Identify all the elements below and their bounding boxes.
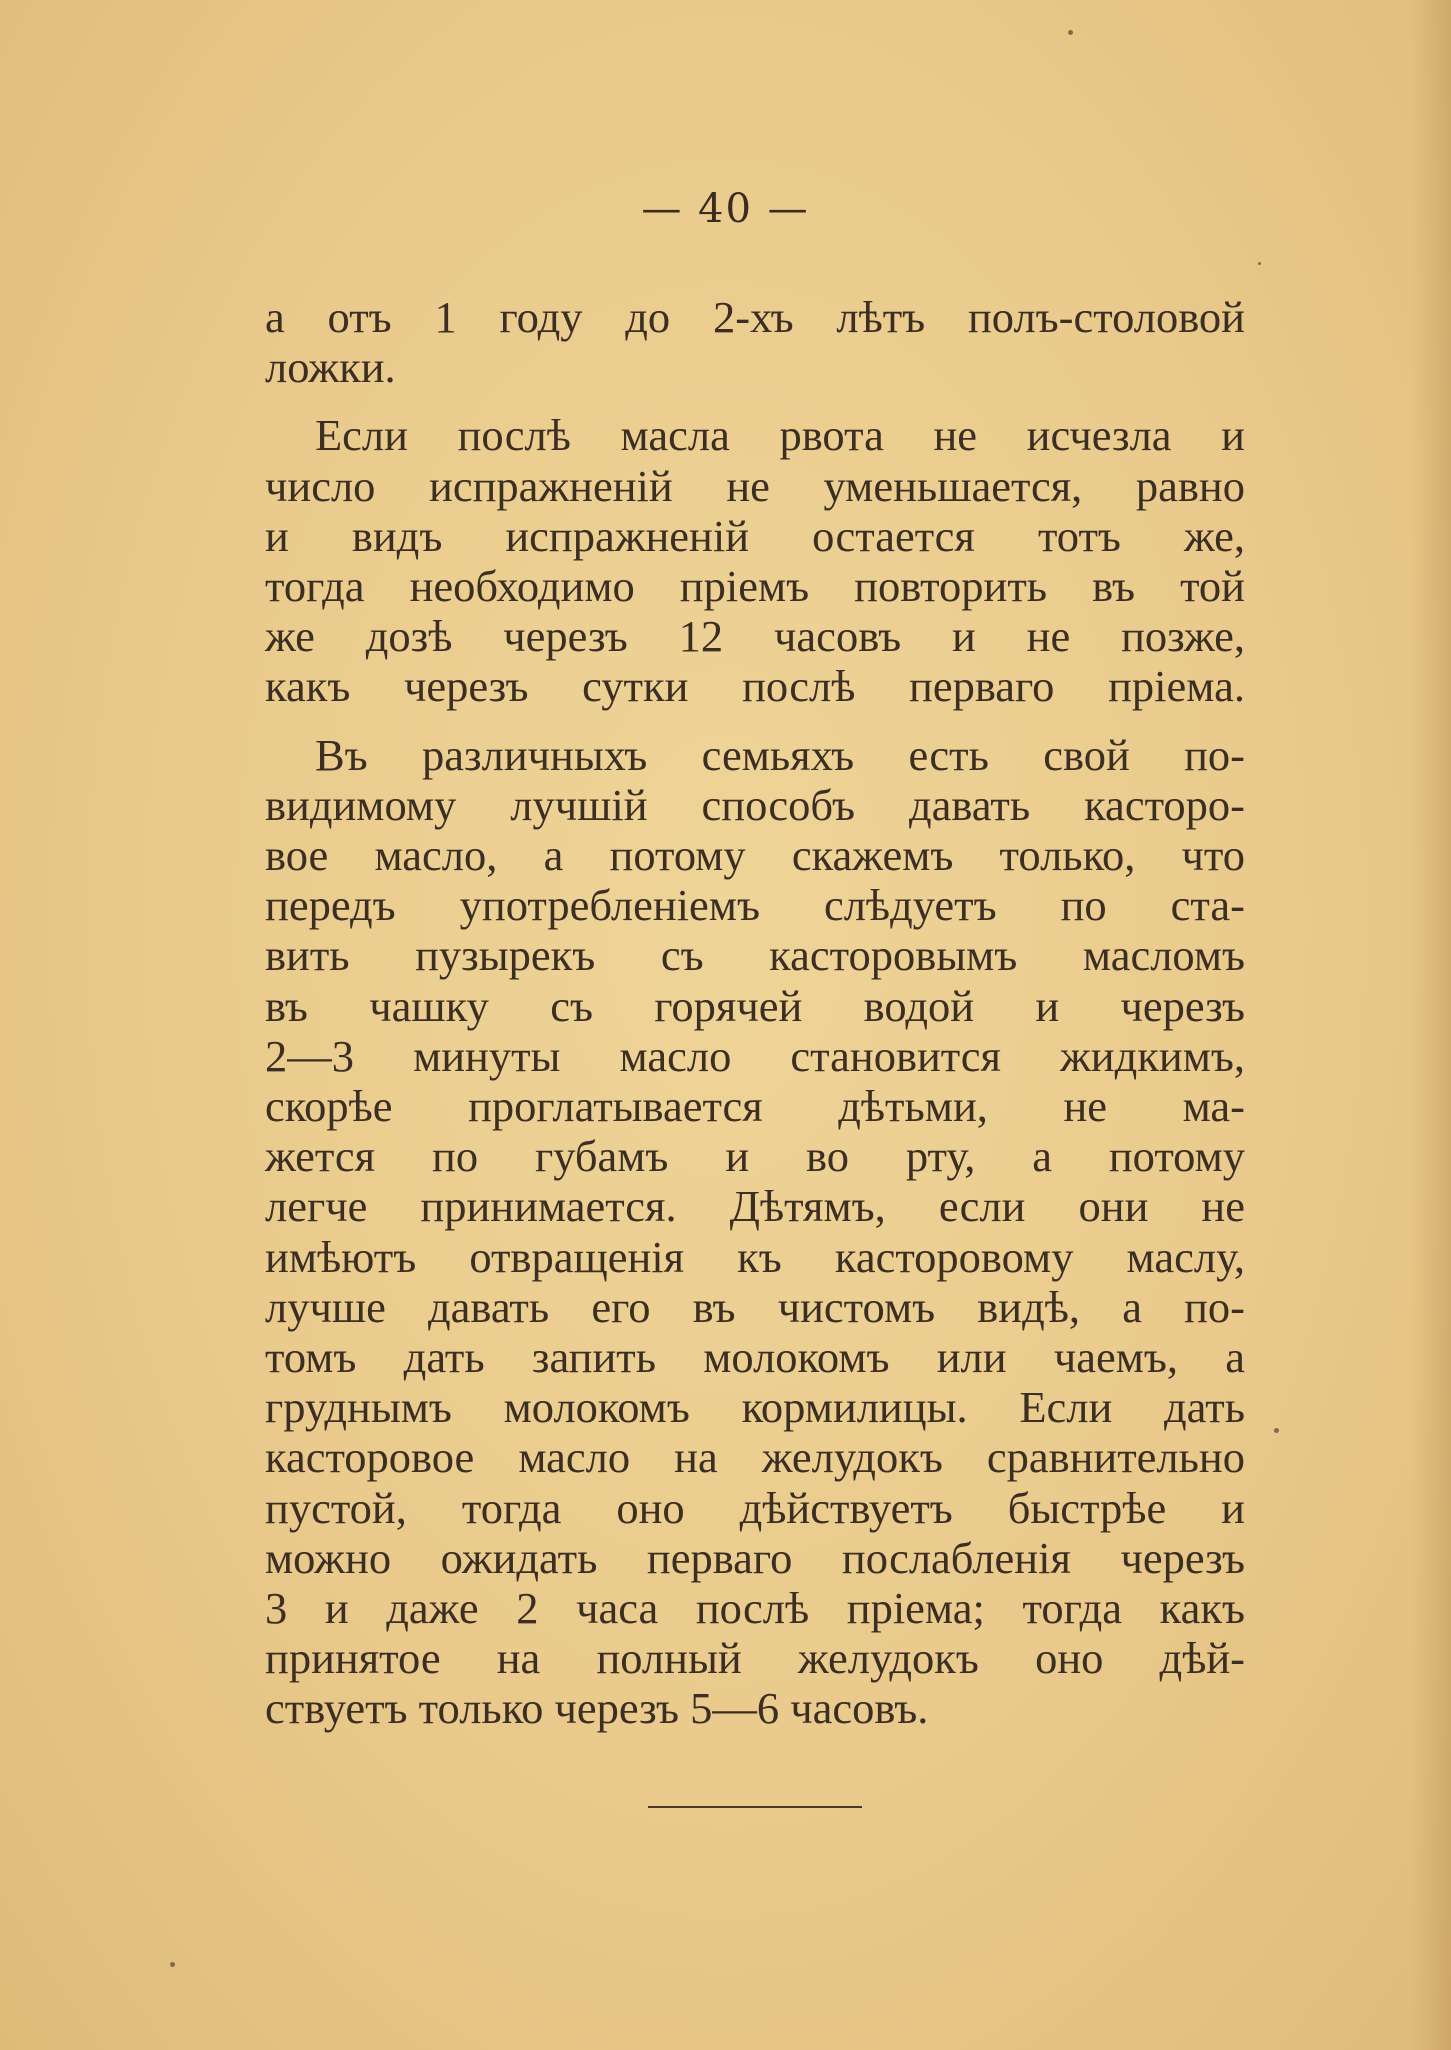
text-line: пустой, тогда оно дѣйствуетъ быстрѣе и	[265, 1482, 1245, 1533]
text-line: вить пузырекъ съ касторовымъ масломъ	[265, 930, 1245, 981]
text-line: 3 и даже 2 часа послѣ пріема; тогда какъ	[265, 1583, 1245, 1634]
text-line: Если послѣ масла рвота не исчезла и	[315, 410, 1245, 461]
paper-speck	[1068, 30, 1073, 35]
paper-speck	[1274, 1428, 1279, 1433]
text-line: ствуетъ только черезъ 5—6 часовъ.	[265, 1683, 929, 1734]
paragraph	[265, 730, 1245, 1734]
page-edge-shadow	[1411, 0, 1451, 2050]
text-line: же дозѣ черезъ 12 часовъ и не позже,	[265, 611, 1245, 662]
page-number: — 40 —	[641, 186, 810, 232]
text-line: вое масло, а потому скажемъ только, что	[265, 830, 1245, 881]
text-line: какъ черезъ сутки послѣ перваго пріема.	[265, 661, 1245, 712]
paper-speck	[1258, 262, 1261, 265]
end-rule	[648, 1806, 862, 1808]
text-line: передъ употребленіемъ слѣдуетъ по ста-	[265, 880, 1245, 931]
text-line: можно ожидать перваго послабленія черезъ	[265, 1532, 1245, 1583]
text-line: ложки.	[265, 342, 396, 393]
paper-speck	[170, 1962, 175, 1967]
text-line: число испражненій не уменьшается, равно	[265, 460, 1245, 511]
text-line: Въ различныхъ семьяхъ есть свой по-	[315, 729, 1245, 780]
text-line: касторовое масло на желудокъ сравнительно	[265, 1432, 1245, 1483]
text-line: имѣютъ отвращенія къ касторовому маслу,	[265, 1231, 1245, 1282]
text-line: видимому лучшій способъ давать касторо-	[265, 779, 1245, 830]
text-line: лучше давать его въ чистомъ видѣ, а по-	[265, 1281, 1245, 1332]
text-line: скорѣе проглатывается дѣтьми, не ма-	[265, 1081, 1245, 1132]
text-line: а отъ 1 году до 2-хъ лѣтъ полъ-столовой	[265, 292, 1245, 342]
text-line: 2—3 минуты масло становится жидкимъ,	[265, 1030, 1245, 1081]
body-text	[265, 292, 1245, 1734]
text-line: тогда необходимо пріемъ повторить въ той	[265, 561, 1245, 612]
text-line: груднымъ молокомъ кормилицы. Если дать	[265, 1382, 1245, 1433]
text-line: томъ дать запить молокомъ или чаемъ, а	[265, 1332, 1245, 1383]
text-line: принятое на полный желудокъ оно дѣй-	[265, 1633, 1245, 1684]
text-line: жется по губамъ и во рту, а потому	[265, 1131, 1245, 1182]
paragraph	[265, 410, 1245, 711]
text-line: и видъ испражненій остается тотъ же,	[265, 510, 1245, 561]
text-line: въ чашку съ горячей водой и черезъ	[265, 980, 1245, 1031]
text-line: легче принимается. Дѣтямъ, если они не	[265, 1181, 1245, 1232]
paragraph	[265, 292, 1245, 392]
